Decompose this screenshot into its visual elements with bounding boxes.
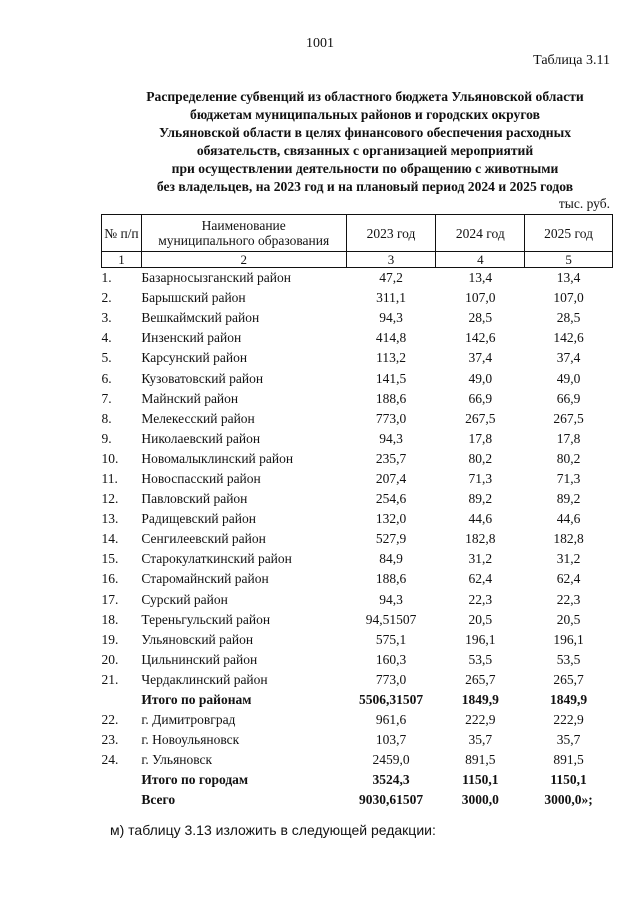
row-name: Сенгилеевский район — [141, 531, 266, 547]
row-name: Радищевский район — [141, 511, 256, 527]
value-2024: 182,8 — [465, 531, 496, 547]
value-2023: 414,8 — [375, 330, 407, 346]
value-2024: 89,2 — [468, 491, 493, 507]
value-2023: 47,2 — [379, 270, 403, 286]
row-number — [102, 690, 142, 710]
value-2023: 132,0 — [375, 511, 407, 527]
row-name: Базарносызганский район — [141, 270, 291, 286]
value-2023: 103,7 — [375, 732, 407, 748]
table-total-row — [102, 770, 613, 790]
header-2024: 2024 год — [436, 215, 525, 252]
row-number: 19. — [101, 631, 119, 647]
value-2025: 62,4 — [556, 571, 581, 587]
amendment-note: м) таблицу 3.13 изложить в следующей редакции: — [110, 822, 436, 838]
table-row — [102, 590, 613, 610]
value-2024: 35,7 — [468, 732, 493, 748]
table-row — [102, 710, 613, 730]
value-2024: 49,0 — [468, 370, 493, 386]
header-2023: 2023 год — [346, 215, 436, 252]
header-name — [141, 215, 346, 252]
index-cell: 3 — [346, 252, 436, 268]
table-row — [102, 730, 613, 750]
value-2025: 107,0 — [553, 290, 584, 306]
value-2024: 1150,1 — [462, 772, 499, 788]
value-2024: 44,6 — [468, 511, 493, 527]
row-name: Кузоватовский район — [141, 370, 264, 386]
value-2024: 66,9 — [468, 390, 493, 406]
row-number: 3. — [101, 310, 112, 326]
row-name: Барышский район — [141, 290, 246, 306]
row-name: г. Ульяновск — [141, 752, 213, 768]
row-number: 17. — [101, 591, 119, 607]
table-row — [102, 268, 613, 289]
header-num: № п/п — [102, 215, 142, 252]
row-number: 20. — [101, 651, 119, 667]
value-2024: 1849,9 — [461, 692, 499, 708]
value-2023: 141,5 — [375, 370, 407, 386]
row-name: Тереньгульский район — [141, 611, 271, 627]
value-2023: 235,7 — [375, 450, 407, 466]
value-2023: 94,3 — [379, 430, 403, 446]
row-name: Мелекесский район — [141, 410, 255, 426]
value-2024: 20,5 — [468, 611, 493, 627]
row-number: 14. — [101, 531, 119, 547]
row-name: Итого по районам — [141, 692, 252, 708]
value-2023: 84,9 — [379, 551, 403, 567]
table-row — [102, 529, 613, 549]
value-2024: 17,8 — [468, 430, 493, 446]
row-number: 1. — [101, 270, 112, 286]
value-2023: 773,0 — [375, 671, 407, 687]
value-2025: 44,6 — [556, 511, 581, 527]
value-2025: 53,5 — [556, 651, 581, 667]
title-line: Распределение субвенций из областного бюджета Ульяновской области — [146, 89, 584, 104]
value-2025: 265,7 — [553, 671, 584, 687]
table-row — [102, 630, 613, 650]
value-2024: 62,4 — [468, 571, 493, 587]
value-2024: 37,4 — [468, 350, 493, 366]
table-total-row — [102, 690, 613, 710]
value-2024: 31,2 — [468, 551, 493, 567]
value-2024: 142,6 — [465, 330, 496, 346]
value-2023: 311,1 — [376, 290, 406, 306]
subsidy-table — [101, 214, 613, 811]
row-number: 22. — [101, 712, 119, 728]
table-row — [102, 469, 613, 489]
value-2024: 267,5 — [465, 410, 496, 426]
table-row — [102, 449, 613, 469]
title-line: Ульяновской области в целях финансового обеспечения расходных — [158, 125, 572, 140]
row-number: 4. — [101, 330, 112, 346]
row-number: 2. — [101, 290, 112, 306]
value-2023: 188,6 — [375, 390, 407, 406]
value-2023: 254,6 — [375, 491, 407, 507]
value-2023: 5506,31507 — [358, 692, 424, 708]
table-row — [102, 610, 613, 630]
row-name: Старомайнский район — [141, 571, 269, 587]
table-row — [102, 409, 613, 429]
row-number: 21. — [101, 671, 119, 687]
row-number: 16. — [101, 571, 119, 587]
row-name: Сурский район — [141, 591, 228, 607]
row-number: 8. — [101, 410, 112, 426]
table-row — [102, 670, 613, 690]
header-2025: 2025 год — [525, 215, 613, 252]
row-name: Новоспасский район — [141, 470, 261, 486]
row-name: Павловский район — [141, 491, 248, 507]
value-2025: 182,8 — [553, 531, 584, 547]
row-name: Ульяновский район — [141, 631, 254, 647]
table-row — [102, 650, 613, 670]
value-2024: 891,5 — [465, 752, 496, 768]
value-2025: 891,5 — [553, 752, 584, 768]
page-number: 1001 — [306, 36, 334, 51]
title-line: бюджетам муниципальных районов и городских округов — [190, 107, 540, 122]
table-header-row — [102, 215, 613, 252]
value-2023: 961,6 — [375, 712, 407, 728]
value-2023: 2459,0 — [372, 752, 410, 768]
value-2025: 17,8 — [556, 430, 581, 446]
value-2023: 94,3 — [379, 591, 403, 607]
value-2025: 89,2 — [556, 491, 581, 507]
value-2024: 196,1 — [465, 631, 496, 647]
value-2024: 28,5 — [468, 310, 493, 326]
title-line: при осуществлении деятельности по обращению с животными — [171, 161, 559, 176]
table-row — [102, 308, 613, 328]
index-cell: 2 — [141, 252, 346, 268]
row-name: Всего — [141, 792, 176, 808]
table-row — [102, 750, 613, 770]
row-name: Николаевский район — [141, 430, 261, 446]
table-body — [102, 268, 613, 811]
value-2024: 3000,0 — [461, 792, 499, 808]
row-number: 23. — [101, 732, 119, 748]
row-number — [102, 770, 142, 790]
value-2023: 9030,61507 — [358, 792, 424, 808]
value-2023: 188,6 — [375, 571, 407, 587]
value-2023: 3524,3 — [372, 772, 410, 788]
table-row — [102, 509, 613, 529]
row-number: 24. — [101, 752, 119, 768]
table-row — [102, 389, 613, 409]
value-2025: 71,3 — [556, 470, 581, 486]
index-cell: 5 — [525, 252, 613, 268]
row-number: 18. — [101, 611, 119, 627]
table-total-row — [102, 790, 613, 810]
value-2024: 13,4 — [468, 270, 493, 286]
value-2023: 575,1 — [375, 631, 407, 647]
table-row — [102, 348, 613, 368]
value-2023: 207,4 — [375, 470, 407, 486]
table-row — [102, 328, 613, 348]
value-2025: 22,3 — [556, 591, 581, 607]
row-name: г. Новоульяновск — [141, 732, 240, 748]
row-number: 12. — [101, 491, 119, 507]
value-2024: 107,0 — [465, 290, 496, 306]
row-name: Карсунский район — [141, 350, 248, 366]
table-index-row — [102, 252, 613, 268]
header-name-line1: Наименование — [201, 218, 286, 233]
row-number: 5. — [101, 350, 112, 366]
row-number: 15. — [101, 551, 119, 567]
value-2023: 527,9 — [375, 531, 407, 547]
value-2025: 1849,9 — [550, 692, 588, 708]
value-2025: 267,5 — [553, 410, 584, 426]
row-name: г. Димитровград — [141, 712, 236, 728]
index-cell: 4 — [436, 252, 525, 268]
units-label: тыс. руб. — [558, 196, 610, 211]
row-number: 10. — [101, 450, 119, 466]
value-2025: 13,4 — [556, 270, 581, 286]
value-2024: 71,3 — [468, 470, 493, 486]
table-row — [102, 288, 613, 308]
value-2025: 142,6 — [553, 330, 584, 346]
value-2025: 1150,1 — [550, 772, 587, 788]
value-2025: 35,7 — [556, 732, 581, 748]
row-name: Цильнинский район — [141, 651, 258, 667]
row-number: 13. — [101, 511, 119, 527]
value-2025: 49,0 — [556, 370, 581, 386]
value-2025: 66,9 — [556, 390, 581, 406]
value-2024: 222,9 — [465, 712, 496, 728]
row-name: Чердаклинский район — [141, 671, 268, 687]
row-name: Инзенский район — [141, 330, 242, 346]
value-2023: 113,2 — [376, 350, 406, 366]
value-2025: 80,2 — [556, 450, 581, 466]
document-title — [100, 88, 630, 196]
value-2023: 94,51507 — [365, 611, 417, 627]
index-cell: 1 — [102, 252, 142, 268]
row-name: Итого по городам — [141, 772, 249, 788]
row-number: 6. — [101, 370, 112, 386]
row-name: Майнский район — [141, 390, 239, 406]
row-number: 11. — [101, 470, 118, 486]
row-number — [102, 790, 142, 810]
row-name: Вешкаймский район — [141, 310, 260, 326]
title-line: без владельцев, на 2023 год и на плановый период 2024 и 2025 годов — [156, 179, 574, 194]
value-2024: 53,5 — [468, 651, 493, 667]
value-2025: 20,5 — [556, 611, 581, 627]
value-2025: 222,9 — [553, 712, 584, 728]
value-2025: 3000,0»; — [544, 792, 593, 808]
row-number: 9. — [101, 430, 112, 446]
value-2024: 80,2 — [468, 450, 493, 466]
value-2025: 37,4 — [556, 350, 581, 366]
value-2023: 94,3 — [379, 310, 403, 326]
row-name: Старокулаткинский район — [141, 551, 292, 567]
table-row — [102, 569, 613, 589]
value-2024: 22,3 — [468, 591, 493, 607]
table-row — [102, 549, 613, 569]
table-row — [102, 368, 613, 388]
value-2025: 196,1 — [553, 631, 584, 647]
table-label: Таблица 3.11 — [533, 53, 610, 68]
row-name: Новомалыклинский район — [141, 450, 294, 466]
value-2025: 31,2 — [556, 551, 581, 567]
row-number: 7. — [101, 390, 112, 406]
value-2025: 28,5 — [556, 310, 581, 326]
table-row — [102, 489, 613, 509]
title-line: обязательств, связанных с организацией мероприятий — [196, 143, 534, 158]
header-name-line2: муниципального образования — [158, 233, 330, 248]
value-2023: 160,3 — [375, 651, 407, 667]
value-2023: 773,0 — [375, 410, 407, 426]
table-row — [102, 429, 613, 449]
value-2024: 265,7 — [465, 671, 496, 687]
